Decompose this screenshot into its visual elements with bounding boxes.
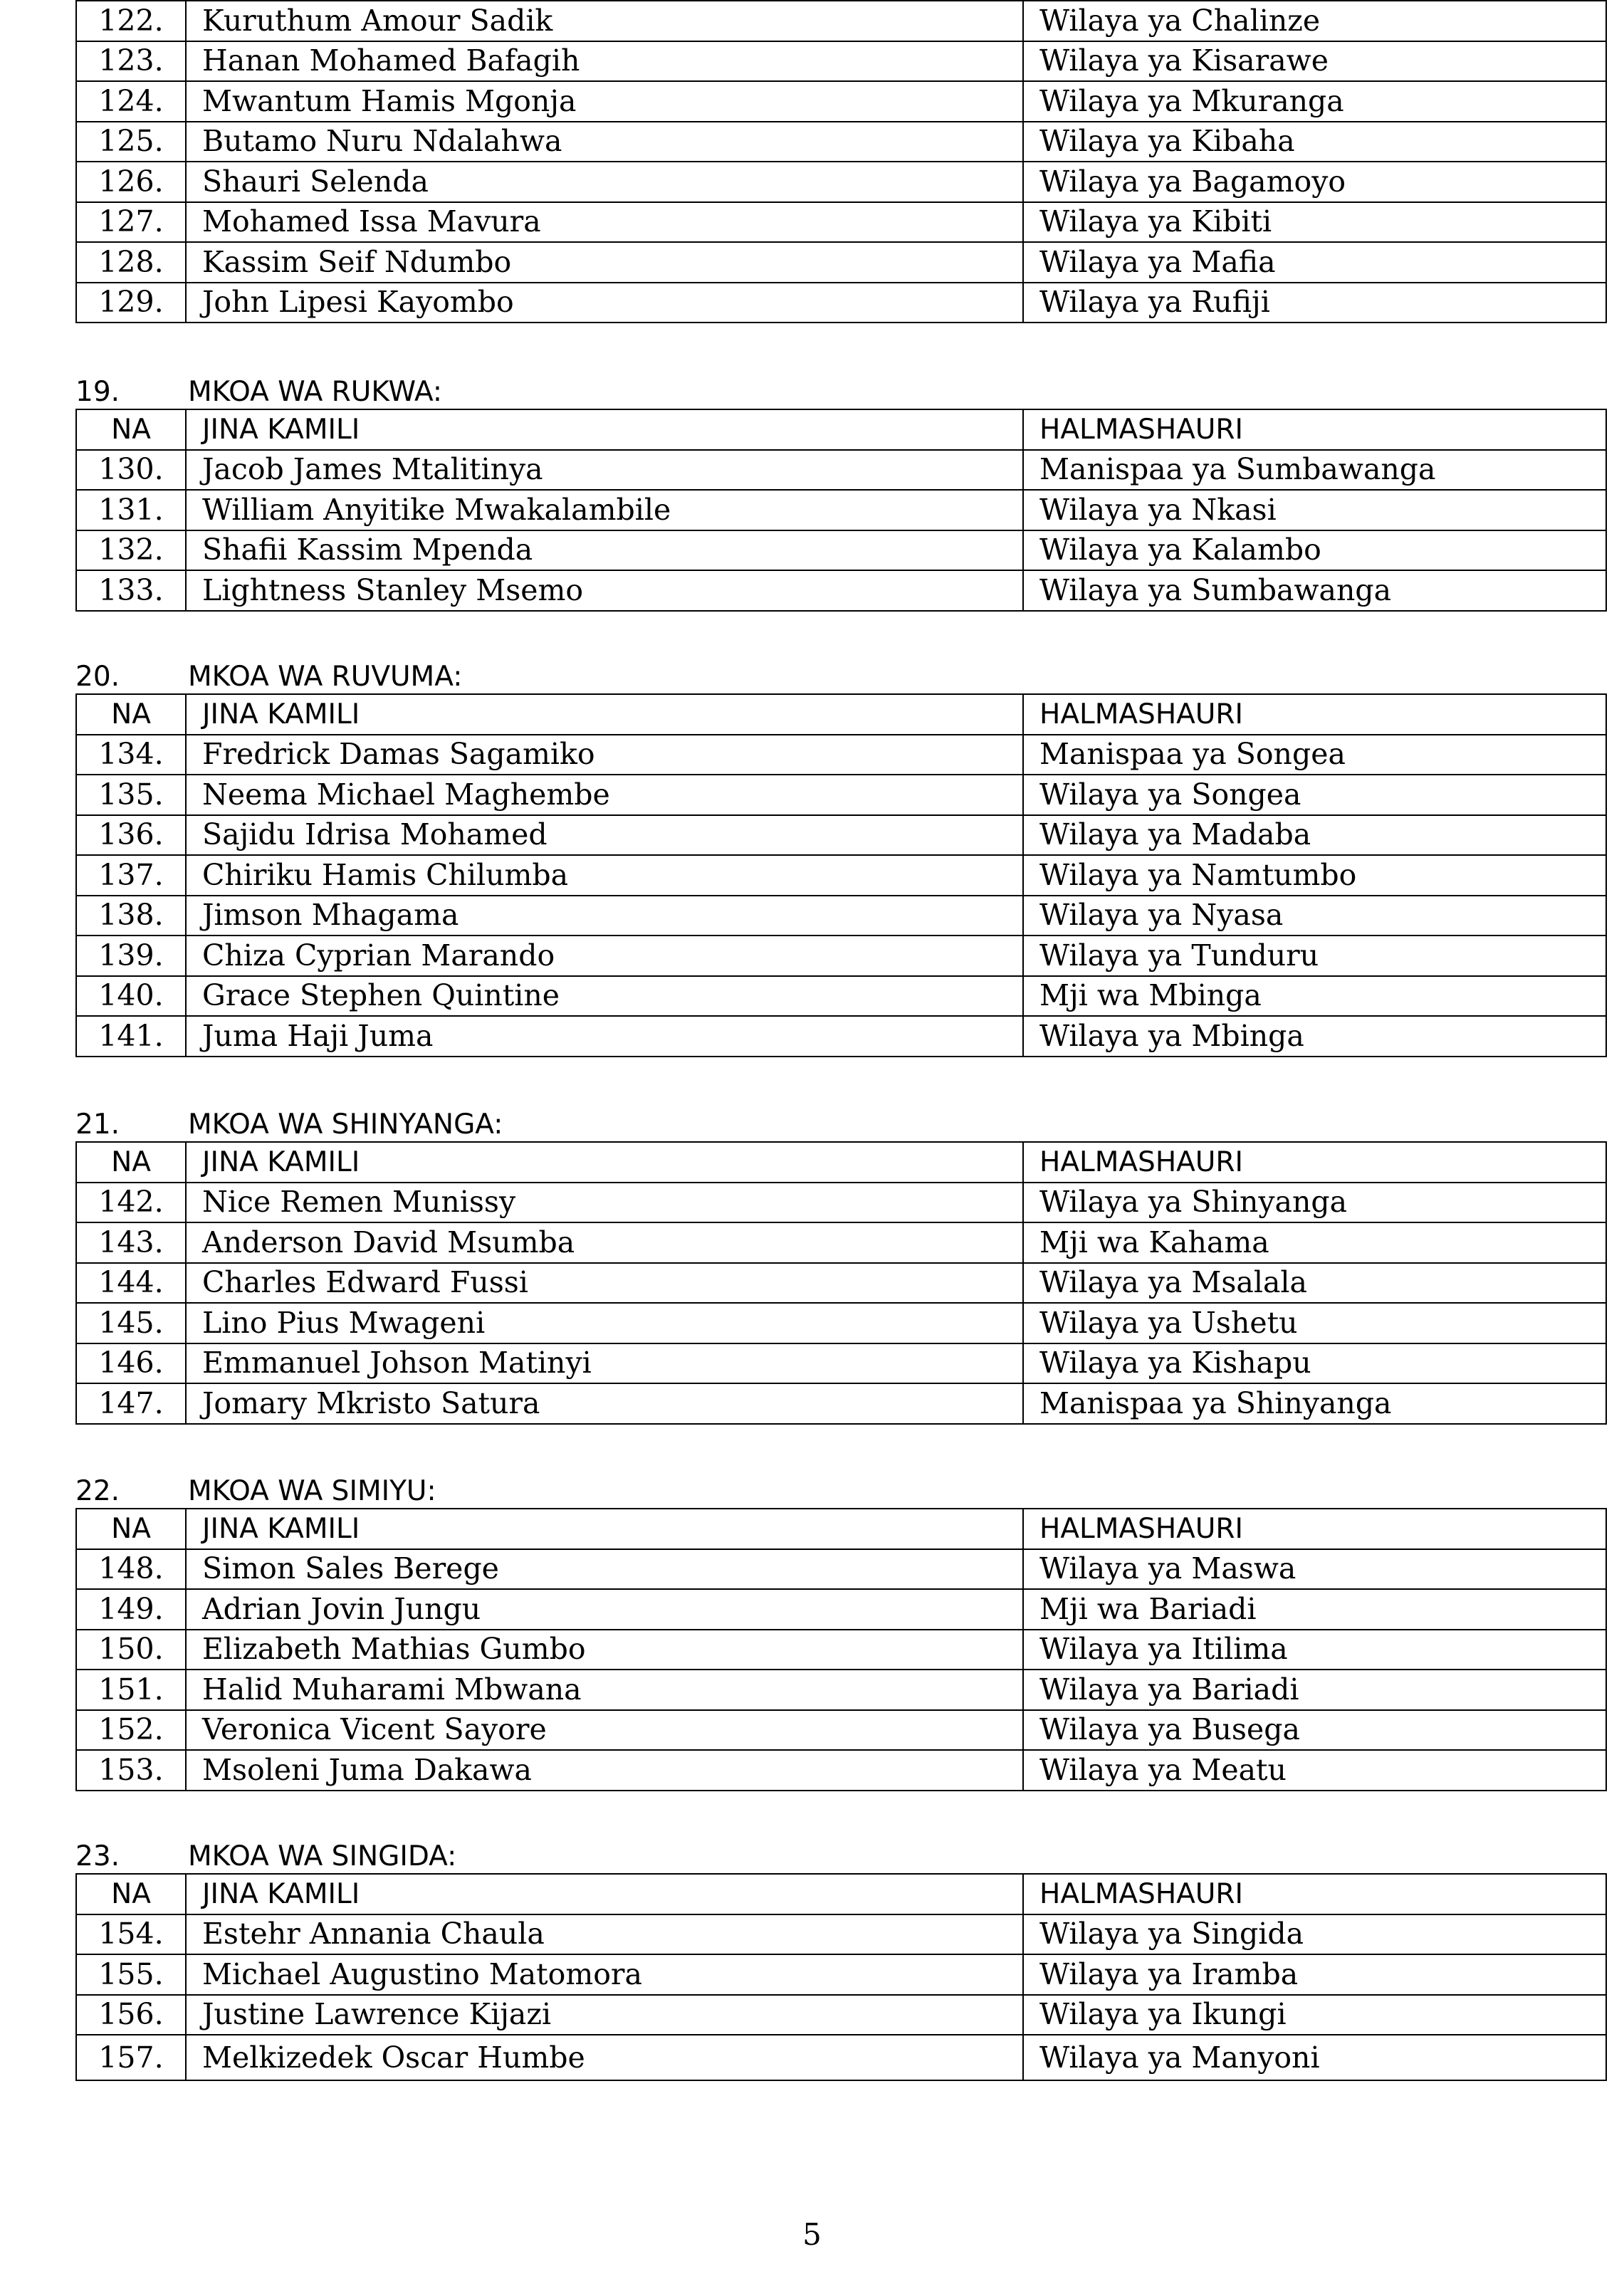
row-number: 126.	[76, 162, 186, 202]
header-name: JINA KAMILI	[186, 409, 1023, 450]
full-name: Anderson David Msumba	[186, 1222, 1023, 1263]
header-na: NA	[76, 409, 186, 450]
council-name: Wilaya ya Songea	[1023, 775, 1606, 815]
council-name: Wilaya ya Ushetu	[1023, 1303, 1606, 1343]
full-name: Adrian Jovin Jungu	[186, 1589, 1023, 1630]
full-name: Sajidu Idrisa Mohamed	[186, 815, 1023, 856]
table-header-row	[76, 409, 1606, 450]
full-name: Charles Edward Fussi	[186, 1263, 1023, 1304]
row-number: 138.	[76, 896, 186, 936]
table-header-row	[76, 1874, 1606, 1914]
council-name: Wilaya ya Nyasa	[1023, 896, 1606, 936]
table-row	[76, 450, 1606, 491]
full-name: Lightness Stanley Msemo	[186, 570, 1023, 611]
row-number: 125.	[76, 122, 186, 162]
full-name: Chiza Cyprian Marando	[186, 936, 1023, 976]
header-na: NA	[76, 1142, 186, 1183]
section-title: MKOA WA SINGIDA:	[188, 1840, 457, 1872]
council-name: Mji wa Mbinga	[1023, 976, 1606, 1017]
council-name: Wilaya ya Iramba	[1023, 1954, 1606, 1995]
table-row	[76, 1710, 1606, 1751]
full-name: Kuruthum Amour Sadik	[186, 1, 1023, 41]
row-number: 140.	[76, 976, 186, 1017]
full-name: Neema Michael Maghembe	[186, 775, 1023, 815]
council-name: Manispaa ya Shinyanga	[1023, 1383, 1606, 1424]
section-heading	[75, 1838, 1072, 1876]
row-number: 152.	[76, 1710, 186, 1751]
staff-table	[75, 0, 1607, 323]
row-number: 144.	[76, 1263, 186, 1304]
section-heading	[75, 1106, 1072, 1144]
council-name: Wilaya ya Mafia	[1023, 242, 1606, 283]
full-name: Kassim Seif Ndumbo	[186, 242, 1023, 283]
row-number: 123.	[76, 41, 186, 82]
table-row	[76, 1383, 1606, 1424]
council-name: Wilaya ya Msalala	[1023, 1263, 1606, 1304]
header-council: HALMASHAURI	[1023, 1509, 1606, 1549]
table-row	[76, 1263, 1606, 1304]
section-title: MKOA WA RUKWA:	[188, 376, 443, 408]
header-council: HALMASHAURI	[1023, 694, 1606, 735]
full-name: Shauri Selenda	[186, 162, 1023, 202]
full-name: Butamo Nuru Ndalahwa	[186, 122, 1023, 162]
section-number: 22.	[75, 1475, 120, 1507]
table-row	[76, 2035, 1606, 2080]
full-name: William Anyitike Mwakalambile	[186, 490, 1023, 530]
row-number: 142.	[76, 1183, 186, 1223]
header-council: HALMASHAURI	[1023, 1142, 1606, 1183]
full-name: Nice Remen Munissy	[186, 1183, 1023, 1223]
full-name: Grace Stephen Quintine	[186, 976, 1023, 1017]
section-heading	[75, 373, 1072, 412]
table-row	[76, 81, 1606, 122]
table-header-row	[76, 1142, 1606, 1183]
table-row	[76, 1343, 1606, 1384]
row-number: 137.	[76, 855, 186, 896]
council-name: Wilaya ya Singida	[1023, 1914, 1606, 1955]
table-row	[76, 530, 1606, 571]
row-number: 157.	[76, 2035, 186, 2080]
full-name: Melkizedek Oscar Humbe	[186, 2035, 1023, 2080]
full-name: Mwantum Hamis Mgonja	[186, 81, 1023, 122]
row-number: 155.	[76, 1954, 186, 1995]
full-name: Estehr Annania Chaula	[186, 1914, 1023, 1955]
council-name: Wilaya ya Kibaha	[1023, 122, 1606, 162]
row-number: 154.	[76, 1914, 186, 1955]
full-name: Justine Lawrence Kijazi	[186, 1995, 1023, 2035]
row-number: 122.	[76, 1, 186, 41]
table-row	[76, 1750, 1606, 1791]
council-name: Wilaya ya Ikungi	[1023, 1995, 1606, 2035]
full-name: Chiriku Hamis Chilumba	[186, 855, 1023, 896]
full-name: Hanan Mohamed Bafagih	[186, 41, 1023, 82]
row-number: 131.	[76, 490, 186, 530]
table-row	[76, 936, 1606, 976]
row-number: 151.	[76, 1670, 186, 1710]
council-name: Mji wa Bariadi	[1023, 1589, 1606, 1630]
header-name: JINA KAMILI	[186, 1142, 1023, 1183]
table-row	[76, 283, 1606, 323]
full-name: Veronica Vicent Sayore	[186, 1710, 1023, 1751]
full-name: Lino Pius Mwageni	[186, 1303, 1023, 1343]
table-row	[76, 41, 1606, 82]
row-number: 132.	[76, 530, 186, 571]
section-heading	[75, 658, 1072, 696]
row-number: 147.	[76, 1383, 186, 1424]
council-name: Wilaya ya Kibiti	[1023, 202, 1606, 243]
table-row	[76, 162, 1606, 202]
row-number: 149.	[76, 1589, 186, 1630]
full-name: Shafii Kassim Mpenda	[186, 530, 1023, 571]
staff-table	[75, 1141, 1607, 1425]
table-row	[76, 1630, 1606, 1670]
table-row	[76, 815, 1606, 856]
full-name: Halid Muharami Mbwana	[186, 1670, 1023, 1710]
council-name: Wilaya ya Kisarawe	[1023, 41, 1606, 82]
council-name: Manispaa ya Songea	[1023, 735, 1606, 775]
table-row	[76, 1222, 1606, 1263]
council-name: Wilaya ya Maswa	[1023, 1549, 1606, 1590]
header-na: NA	[76, 1874, 186, 1914]
council-name: Wilaya ya Busega	[1023, 1710, 1606, 1751]
full-name: Juma Haji Juma	[186, 1016, 1023, 1057]
council-name: Wilaya ya Tunduru	[1023, 936, 1606, 976]
full-name: Simon Sales Berege	[186, 1549, 1023, 1590]
row-number: 145.	[76, 1303, 186, 1343]
council-name: Wilaya ya Rufiji	[1023, 283, 1606, 323]
council-name: Manispaa ya Sumbawanga	[1023, 450, 1606, 491]
row-number: 135.	[76, 775, 186, 815]
table-row	[76, 1549, 1606, 1590]
header-na: NA	[76, 694, 186, 735]
section-title: MKOA WA SHINYANGA:	[188, 1109, 503, 1141]
full-name: Msoleni Juma Dakawa	[186, 1750, 1023, 1791]
section-number: 20.	[75, 661, 120, 693]
row-number: 128.	[76, 242, 186, 283]
council-name: Mji wa Kahama	[1023, 1222, 1606, 1263]
table-row	[76, 122, 1606, 162]
table-row	[76, 855, 1606, 896]
council-name: Wilaya ya Bariadi	[1023, 1670, 1606, 1710]
full-name: Fredrick Damas Sagamiko	[186, 735, 1023, 775]
table-row	[76, 1954, 1606, 1995]
row-number: 124.	[76, 81, 186, 122]
staff-table	[75, 1508, 1607, 1791]
table-row	[76, 1303, 1606, 1343]
table-row	[76, 775, 1606, 815]
council-name: Wilaya ya Shinyanga	[1023, 1183, 1606, 1223]
council-name: Wilaya ya Sumbawanga	[1023, 570, 1606, 611]
row-number: 143.	[76, 1222, 186, 1263]
header-name: JINA KAMILI	[186, 1874, 1023, 1914]
full-name: Jacob James Mtalitinya	[186, 450, 1023, 491]
table-row	[76, 1589, 1606, 1630]
table-row	[76, 1016, 1606, 1057]
full-name: John Lipesi Kayombo	[186, 283, 1023, 323]
staff-table	[75, 1873, 1607, 2081]
row-number: 156.	[76, 1995, 186, 2035]
table-row	[76, 570, 1606, 611]
full-name: Elizabeth Mathias Gumbo	[186, 1630, 1023, 1670]
section-heading	[75, 1472, 1072, 1511]
header-name: JINA KAMILI	[186, 1509, 1023, 1549]
row-number: 153.	[76, 1750, 186, 1791]
row-number: 129.	[76, 283, 186, 323]
council-name: Wilaya ya Nkasi	[1023, 490, 1606, 530]
council-name: Wilaya ya Manyoni	[1023, 2035, 1606, 2080]
section-title: MKOA WA SIMIYU:	[188, 1475, 436, 1507]
row-number: 130.	[76, 450, 186, 491]
council-name: Wilaya ya Chalinze	[1023, 1, 1606, 41]
row-number: 150.	[76, 1630, 186, 1670]
full-name: Mohamed Issa Mavura	[186, 202, 1023, 243]
section-number: 21.	[75, 1109, 120, 1141]
row-number: 127.	[76, 202, 186, 243]
council-name: Wilaya ya Madaba	[1023, 815, 1606, 856]
table-row	[76, 1670, 1606, 1710]
staff-table	[75, 409, 1607, 612]
section-title: MKOA WA RUVUMA:	[188, 661, 463, 693]
table-row	[76, 1995, 1606, 2035]
table-row	[76, 1914, 1606, 1955]
full-name: Emmanuel Johson Matinyi	[186, 1343, 1023, 1384]
section-number: 23.	[75, 1840, 120, 1872]
page-number: 5	[802, 2217, 822, 2252]
table-row	[76, 896, 1606, 936]
council-name: Wilaya ya Namtumbo	[1023, 855, 1606, 896]
table-row	[76, 976, 1606, 1017]
section-number: 19.	[75, 376, 120, 408]
table-row	[76, 1, 1606, 41]
full-name: Jimson Mhagama	[186, 896, 1023, 936]
council-name: Wilaya ya Mkuranga	[1023, 81, 1606, 122]
council-name: Wilaya ya Kishapu	[1023, 1343, 1606, 1384]
table-row	[76, 202, 1606, 243]
row-number: 148.	[76, 1549, 186, 1590]
table-row	[76, 1183, 1606, 1223]
row-number: 134.	[76, 735, 186, 775]
table-header-row	[76, 1509, 1606, 1549]
header-council: HALMASHAURI	[1023, 409, 1606, 450]
header-name: JINA KAMILI	[186, 694, 1023, 735]
header-na: NA	[76, 1509, 186, 1549]
row-number: 139.	[76, 936, 186, 976]
council-name: Wilaya ya Kalambo	[1023, 530, 1606, 571]
header-council: HALMASHAURI	[1023, 1874, 1606, 1914]
table-row	[76, 735, 1606, 775]
table-row	[76, 490, 1606, 530]
row-number: 141.	[76, 1016, 186, 1057]
full-name: Jomary Mkristo Satura	[186, 1383, 1023, 1424]
row-number: 136.	[76, 815, 186, 856]
full-name: Michael Augustino Matomora	[186, 1954, 1023, 1995]
council-name: Wilaya ya Meatu	[1023, 1750, 1606, 1791]
row-number: 146.	[76, 1343, 186, 1384]
table-header-row	[76, 694, 1606, 735]
council-name: Wilaya ya Itilima	[1023, 1630, 1606, 1670]
council-name: Wilaya ya Mbinga	[1023, 1016, 1606, 1057]
table-row	[76, 242, 1606, 283]
council-name: Wilaya ya Bagamoyo	[1023, 162, 1606, 202]
staff-table	[75, 693, 1607, 1057]
row-number: 133.	[76, 570, 186, 611]
